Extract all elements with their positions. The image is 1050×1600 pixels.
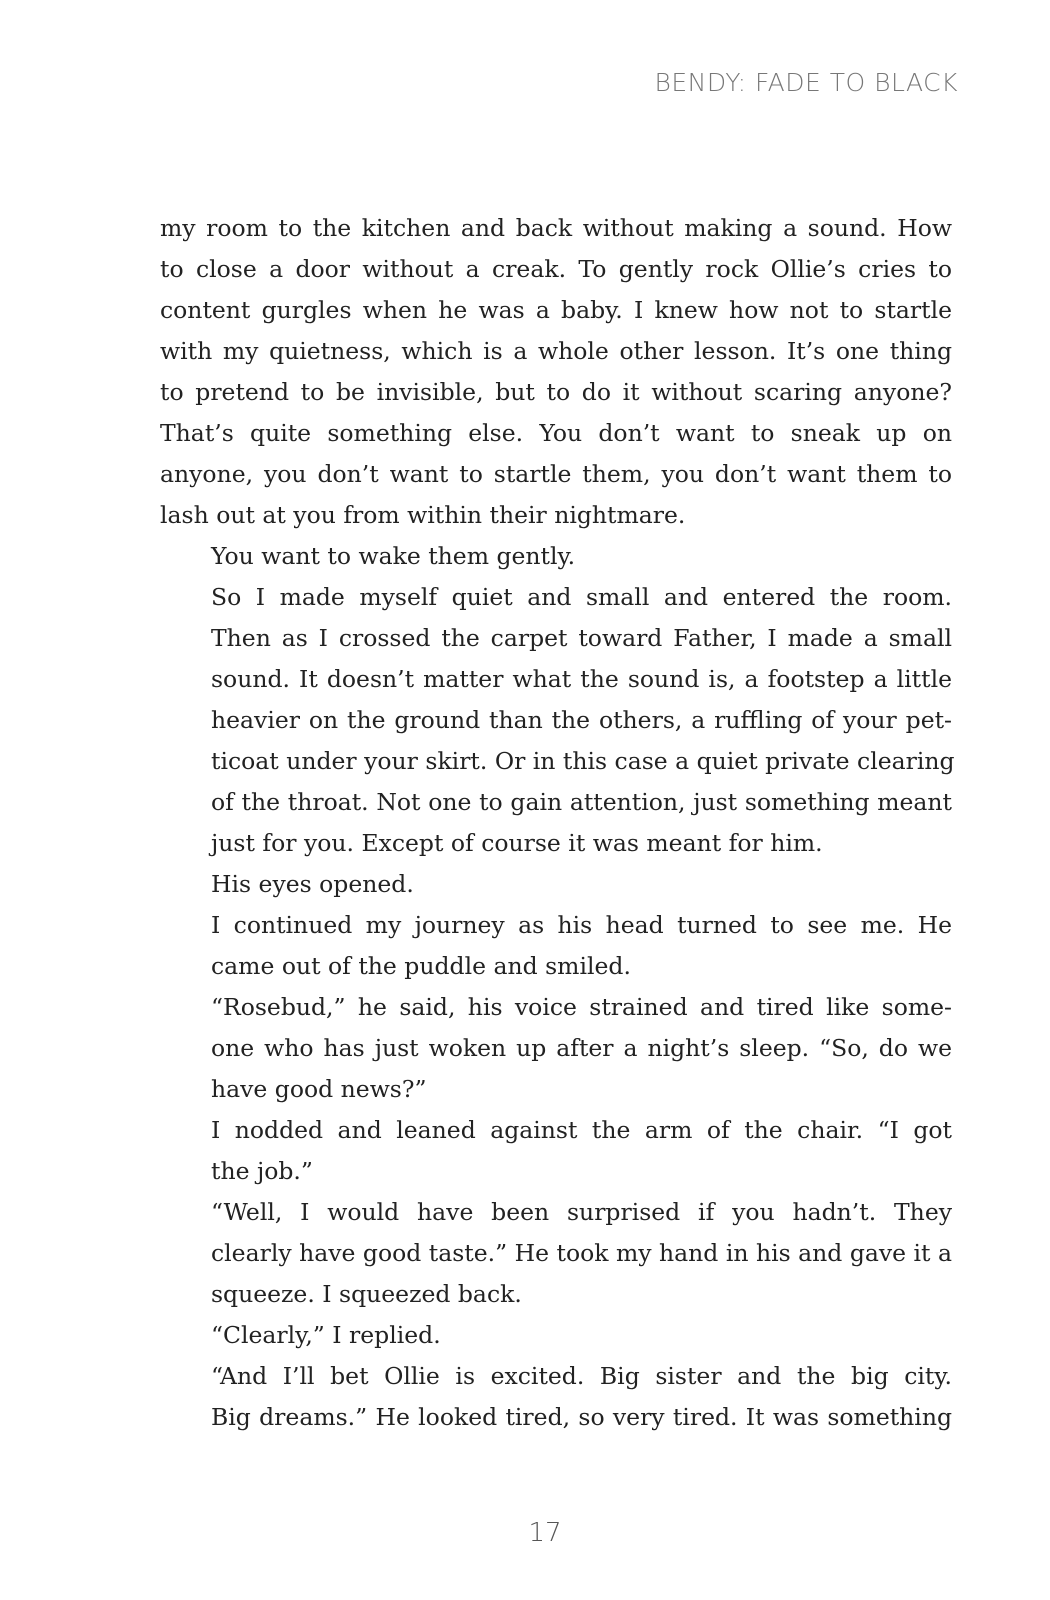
text-line: to close a door without a creak. To gently rock Ollie’s cries to	[160, 255, 952, 283]
paragraph-5	[160, 905, 952, 987]
text-line: So I made myself quiet and small and entered the room.	[211, 583, 952, 611]
paragraph-2	[160, 536, 952, 577]
text-line: content gurgles when he was a baby. I knew how not to startle	[160, 296, 952, 324]
text-line: one who has just woken up after a night’s sleep. “So, do we	[211, 1034, 952, 1062]
text-line: clearly have good taste.” He took my hand in his and gave it a	[211, 1239, 952, 1267]
text-line: ticoat under your skirt. Or in this case a quiet private clearing	[211, 747, 955, 775]
text-line: His eyes opened.	[211, 870, 414, 898]
text-line: “Rosebud,” he said, his voice strained and tired like some-	[211, 993, 952, 1021]
text-line: “Well, I would have been surprised if you hadn’t. They	[211, 1198, 952, 1226]
text-line: with my quietness, which is a whole other lesson. It’s one thing	[160, 337, 952, 365]
text-line: sound. It doesn’t matter what the sound is, a footstep a little	[211, 665, 952, 693]
text-line: lash out at you from within their nightmare.	[160, 501, 686, 529]
paragraph-1	[160, 208, 952, 536]
paragraph-9	[160, 1315, 952, 1356]
paragraph-7	[160, 1110, 952, 1192]
running-head-title: BENDY: FADE TO BLACK	[654, 68, 958, 97]
text-line: That’s quite something else. You don’t want to sneak up on	[160, 419, 952, 447]
text-line: came out of the puddle and smiled.	[211, 952, 631, 980]
paragraph-10	[160, 1356, 952, 1438]
text-line: Then as I crossed the carpet toward Father, I made a small	[211, 624, 952, 652]
text-line: my room to the kitchen and back without making a sound. How	[160, 214, 952, 242]
text-line: “And I’ll bet Ollie is excited. Big sister and the big city.	[211, 1362, 952, 1390]
text-line: anyone, you don’t want to startle them, you don’t want them to	[160, 460, 952, 488]
text-line: the job.”	[211, 1157, 313, 1185]
text-line: have good news?”	[211, 1075, 427, 1103]
paragraph-3	[160, 577, 955, 864]
page-body-text	[160, 208, 955, 1438]
text-line: You want to wake them gently.	[211, 542, 576, 570]
page-number: 17	[528, 1518, 562, 1548]
text-line: just for you. Except of course it was meant for him.	[211, 829, 823, 857]
text-line: heavier on the ground than the others, a ruffling of your pet-	[211, 706, 952, 734]
text-line: squeeze. I squeezed back.	[211, 1280, 522, 1308]
text-line: I nodded and leaned against the arm of the chair. “I got	[211, 1116, 952, 1144]
paragraph-6	[160, 987, 952, 1110]
text-line: to pretend to be invisible, but to do it without scaring anyone?	[160, 378, 952, 406]
text-line: “Clearly,” I replied.	[211, 1321, 441, 1349]
text-line: Big dreams.” He looked tired, so very tired. It was something	[211, 1403, 952, 1431]
paragraph-8	[160, 1192, 952, 1315]
paragraph-4	[160, 864, 952, 905]
text-line: I continued my journey as his head turned to see me. He	[211, 911, 952, 939]
text-line: of the throat. Not one to gain attention, just something meant	[211, 788, 952, 816]
